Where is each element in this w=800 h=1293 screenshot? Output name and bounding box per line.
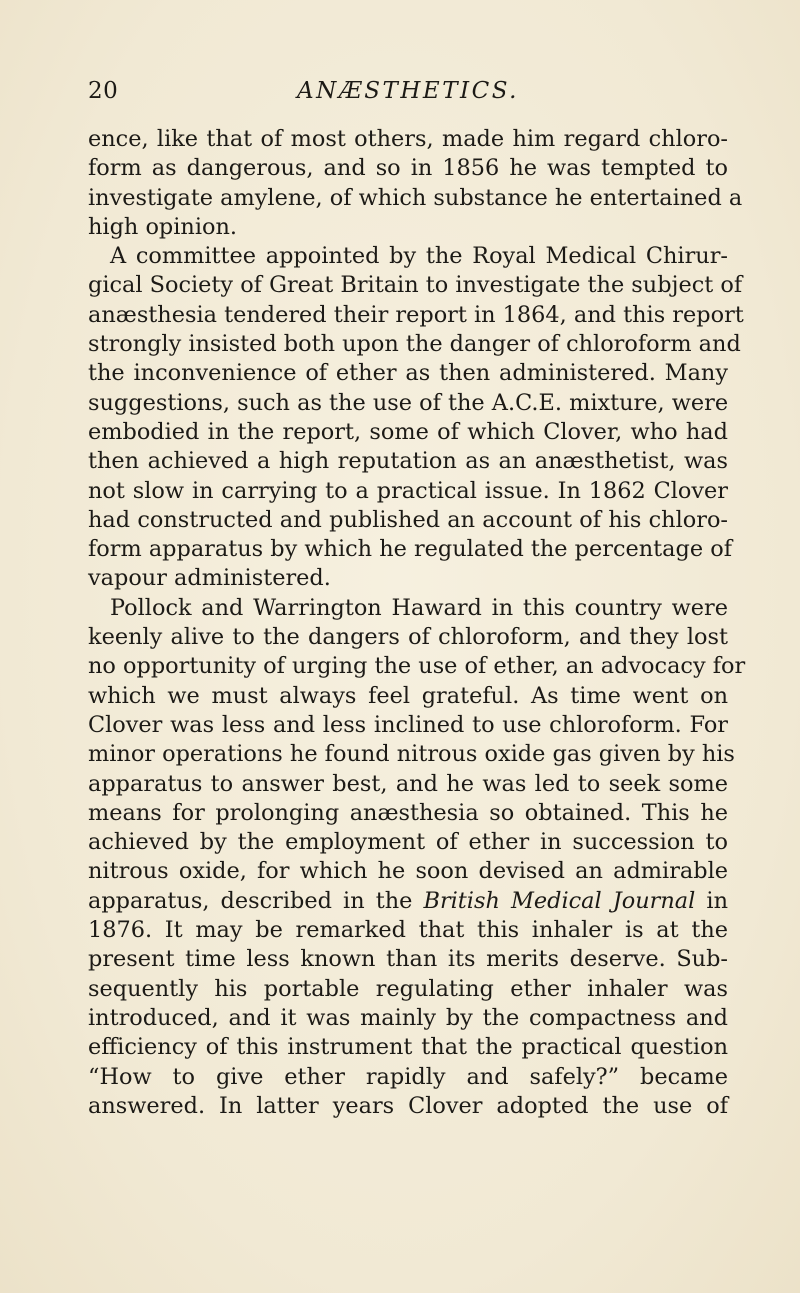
text-line: “How to give ether rapidly and safely?” became	[88, 1063, 728, 1090]
text-line: form apparatus by which he regulated the percentage of	[88, 536, 732, 563]
text-line: keenly alive to the dangers of chloroform, and they lost	[88, 624, 728, 651]
running-title: ANÆSTHETICS.	[297, 78, 519, 104]
body-text	[88, 125, 746, 1121]
text-line: nitrous oxide, for which he soon devised an admirable	[88, 858, 728, 885]
text-line: introduced, and it was mainly by the compactness and	[88, 1004, 728, 1031]
text-line: anæsthesia tendered their report in 1864, and this report	[88, 301, 744, 328]
text-line: which we must always feel grateful. As time went on	[88, 682, 728, 709]
text-line: the inconvenience of ether as then administered. Many	[88, 360, 728, 387]
text-line: had constructed and published an account of his chloro-	[88, 506, 728, 533]
text-line: vapour administered.	[88, 565, 331, 592]
text-line: sequently his portable regulating ether inhaler was	[88, 975, 728, 1002]
text-line: minor operations he found nitrous oxide gas given by his	[88, 741, 735, 768]
text-line: answered. In latter years Clover adopted the use of	[88, 1092, 728, 1119]
running-head	[88, 78, 728, 112]
text-line: ence, like that of most others, made him regard chloro-	[88, 126, 728, 152]
text-line: gical Society of Great Britain to investigate the subject of	[88, 272, 743, 299]
text-line: apparatus to answer best, and he was led to seek some	[88, 770, 728, 797]
text-line: investigate amylene, of which substance he entertained a	[88, 184, 743, 211]
text-segment: in	[706, 887, 728, 914]
text-line: no opportunity of urging the use of ether, an advocacy for	[88, 653, 746, 680]
text-line: strongly insisted both upon the danger of chloroform and	[88, 331, 741, 358]
journal-title: British Medical Journal	[423, 887, 696, 914]
text-line: achieved by the employment of ether in succession to	[88, 829, 728, 856]
text-line: means for prolonging anæsthesia so obtained. This he	[88, 799, 728, 826]
text-line: Pollock and Warrington Haward in this country were	[110, 594, 728, 621]
page-number: 20	[88, 78, 119, 104]
text-line: present time less known than its merits deserve. Sub-	[88, 946, 728, 973]
text-line: high opinion.	[88, 213, 238, 240]
text-segment: apparatus, described in the	[88, 887, 413, 914]
text-line: 1876. It may be remarked that this inhaler is at the	[88, 917, 728, 944]
text-line: Clover was less and less inclined to use chloroform. For	[88, 711, 728, 738]
text-line: efficiency of this instrument that the practical question	[88, 1034, 728, 1061]
text-line: suggestions, such as the use of the A.C.E. mixture, were	[88, 389, 729, 416]
text-line: A committee appointed by the Royal Medical Chirur-	[110, 243, 728, 270]
text-line: not slow in carrying to a practical issue. In 1862 Clover	[88, 477, 728, 504]
text-line-with-citation	[88, 887, 728, 916]
text-line: embodied in the report, some of which Clover, who had	[88, 418, 728, 445]
text-line: form as dangerous, and so in 1856 he was tempted to	[88, 155, 728, 182]
text-line: then achieved a high reputation as an anæsthetist, was	[88, 448, 728, 475]
